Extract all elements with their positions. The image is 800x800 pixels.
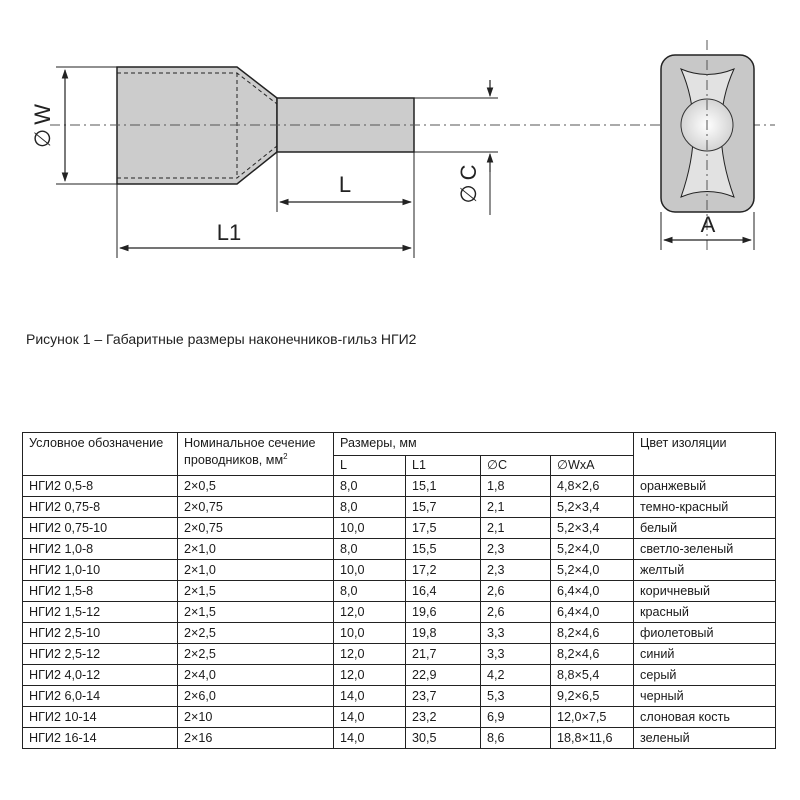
cell-wxa: 5,2×4,0 <box>551 539 634 560</box>
cell-c: 5,3 <box>481 686 551 707</box>
table-header-row <box>23 433 776 456</box>
cell-l1: 23,7 <box>406 686 481 707</box>
cell-designation: НГИ2 1,5-8 <box>23 581 178 602</box>
cell-insulation-color: фиолетовый <box>634 623 776 644</box>
dimension-l1 <box>117 184 414 258</box>
cell-l: 8,0 <box>334 539 406 560</box>
cell-wxa: 8,2×4,6 <box>551 623 634 644</box>
cell-section: 2×0,75 <box>178 497 334 518</box>
cell-wxa: 9,2×6,5 <box>551 686 634 707</box>
cell-insulation-color: светло-зеленый <box>634 539 776 560</box>
table-row <box>23 707 776 728</box>
ferrule-dimension-drawing <box>0 0 800 300</box>
cell-l: 12,0 <box>334 644 406 665</box>
table-row <box>23 602 776 623</box>
cell-wxa: 8,8×5,4 <box>551 665 634 686</box>
dimension-a-label: A <box>700 212 716 237</box>
cell-l: 8,0 <box>334 497 406 518</box>
cell-wxa: 12,0×7,5 <box>551 707 634 728</box>
cell-l1: 17,2 <box>406 560 481 581</box>
cell-section: 2×0,5 <box>178 476 334 497</box>
cell-designation: НГИ2 0,75-8 <box>23 497 178 518</box>
cell-designation: НГИ2 2,5-10 <box>23 623 178 644</box>
dimension-l1-label: L1 <box>216 220 242 245</box>
cell-insulation-color: серый <box>634 665 776 686</box>
cell-c: 4,2 <box>481 665 551 686</box>
cell-section: 2×2,5 <box>178 623 334 644</box>
table-row <box>23 644 776 665</box>
cell-section: 2×2,5 <box>178 644 334 665</box>
cell-section: 2×10 <box>178 707 334 728</box>
cell-insulation-color: белый <box>634 518 776 539</box>
cell-designation: НГИ2 1,0-8 <box>23 539 178 560</box>
cell-section: 2×16 <box>178 728 334 749</box>
cell-wxa: 5,2×3,4 <box>551 497 634 518</box>
cell-c: 2,1 <box>481 497 551 518</box>
cell-c: 2,1 <box>481 518 551 539</box>
cell-wxa: 6,4×4,0 <box>551 581 634 602</box>
cell-c: 2,3 <box>481 539 551 560</box>
cell-insulation-color: слоновая кость <box>634 707 776 728</box>
subheader-l1: L1 <box>406 456 481 476</box>
cell-insulation-color: желтый <box>634 560 776 581</box>
cell-l1: 21,7 <box>406 644 481 665</box>
cell-l1: 23,2 <box>406 707 481 728</box>
cell-l: 12,0 <box>334 602 406 623</box>
cell-section: 2×6,0 <box>178 686 334 707</box>
cell-designation: НГИ2 0,75-10 <box>23 518 178 539</box>
cell-c: 8,6 <box>481 728 551 749</box>
cell-l1: 19,6 <box>406 602 481 623</box>
cell-l: 14,0 <box>334 728 406 749</box>
cell-c: 3,3 <box>481 623 551 644</box>
cell-section: 2×1,0 <box>178 560 334 581</box>
cell-insulation-color: черный <box>634 686 776 707</box>
cell-l: 14,0 <box>334 707 406 728</box>
ferrule-specs-table <box>22 432 776 749</box>
cell-c: 2,3 <box>481 560 551 581</box>
table-row <box>23 518 776 539</box>
cell-c: 6,9 <box>481 707 551 728</box>
cell-wxa: 4,8×2,6 <box>551 476 634 497</box>
cell-l1: 19,8 <box>406 623 481 644</box>
header-section: Номинальное сечение проводников, $мм^2$ <box>178 433 334 476</box>
cell-wxa: 5,2×3,4 <box>551 518 634 539</box>
cell-l: 10,0 <box>334 560 406 581</box>
cell-section: 2×1,5 <box>178 602 334 623</box>
cell-c: 2,6 <box>481 602 551 623</box>
cell-l1: 15,7 <box>406 497 481 518</box>
header-insulation-color: Цвет изоляции <box>634 433 776 476</box>
cell-l1: 16,4 <box>406 581 481 602</box>
cell-section: 2×1,5 <box>178 581 334 602</box>
subheader-l: L <box>334 456 406 476</box>
cell-l: 8,0 <box>334 476 406 497</box>
cell-l1: 30,5 <box>406 728 481 749</box>
dimension-l <box>277 152 414 212</box>
dimension-l-label: L <box>338 172 352 197</box>
cell-insulation-color: синий <box>634 644 776 665</box>
table-row <box>23 623 776 644</box>
table-row <box>23 497 776 518</box>
cell-designation: НГИ2 0,5-8 <box>23 476 178 497</box>
cell-insulation-color: зеленый <box>634 728 776 749</box>
cell-c: 1,8 <box>481 476 551 497</box>
cell-c: 2,6 <box>481 581 551 602</box>
ferrule-end-view <box>661 40 754 250</box>
cell-insulation-color: коричневый <box>634 581 776 602</box>
table-row <box>23 665 776 686</box>
dimension-w-label: ∅W <box>30 104 55 148</box>
cell-designation: НГИ2 1,5-12 <box>23 602 178 623</box>
dimension-c <box>414 80 498 215</box>
cell-l1: 17,5 <box>406 518 481 539</box>
cell-insulation-color: красный <box>634 602 776 623</box>
table-row <box>23 476 776 497</box>
cell-designation: НГИ2 10-14 <box>23 707 178 728</box>
cell-l1: 15,1 <box>406 476 481 497</box>
cell-l1: 22,9 <box>406 665 481 686</box>
cell-wxa: 6,4×4,0 <box>551 602 634 623</box>
cell-l: 8,0 <box>334 581 406 602</box>
cell-section: 2×4,0 <box>178 665 334 686</box>
cell-wxa: 8,2×4,6 <box>551 644 634 665</box>
cell-insulation-color: темно-красный <box>634 497 776 518</box>
cell-wxa: 5,2×4,0 <box>551 560 634 581</box>
subheader-wxa: ∅WxA <box>551 456 634 476</box>
subheader-c: ∅C <box>481 456 551 476</box>
cell-designation: НГИ2 16-14 <box>23 728 178 749</box>
cell-designation: НГИ2 4,0-12 <box>23 665 178 686</box>
table-row <box>23 728 776 749</box>
cell-designation: НГИ2 1,0-10 <box>23 560 178 581</box>
cell-l: 10,0 <box>334 623 406 644</box>
cell-l: 10,0 <box>334 518 406 539</box>
table-row <box>23 539 776 560</box>
cell-designation: НГИ2 6,0-14 <box>23 686 178 707</box>
dimension-c-label: ∅C <box>456 164 481 204</box>
table-row <box>23 686 776 707</box>
cell-section: 2×0,75 <box>178 518 334 539</box>
cell-insulation-color: оранжевый <box>634 476 776 497</box>
cell-designation: НГИ2 2,5-12 <box>23 644 178 665</box>
cell-l: 14,0 <box>334 686 406 707</box>
cell-wxa: 18,8×11,6 <box>551 728 634 749</box>
header-dimensions: Размеры, мм <box>334 433 634 456</box>
cell-section: 2×1,0 <box>178 539 334 560</box>
header-designation: Условное обозначение <box>23 433 178 476</box>
cell-c: 3,3 <box>481 644 551 665</box>
figure-caption: Рисунок 1 – Габаритные размеры наконечников-гильз НГИ2 <box>26 331 417 347</box>
table-row <box>23 581 776 602</box>
cell-l1: 15,5 <box>406 539 481 560</box>
cell-l: 12,0 <box>334 665 406 686</box>
table-row <box>23 560 776 581</box>
